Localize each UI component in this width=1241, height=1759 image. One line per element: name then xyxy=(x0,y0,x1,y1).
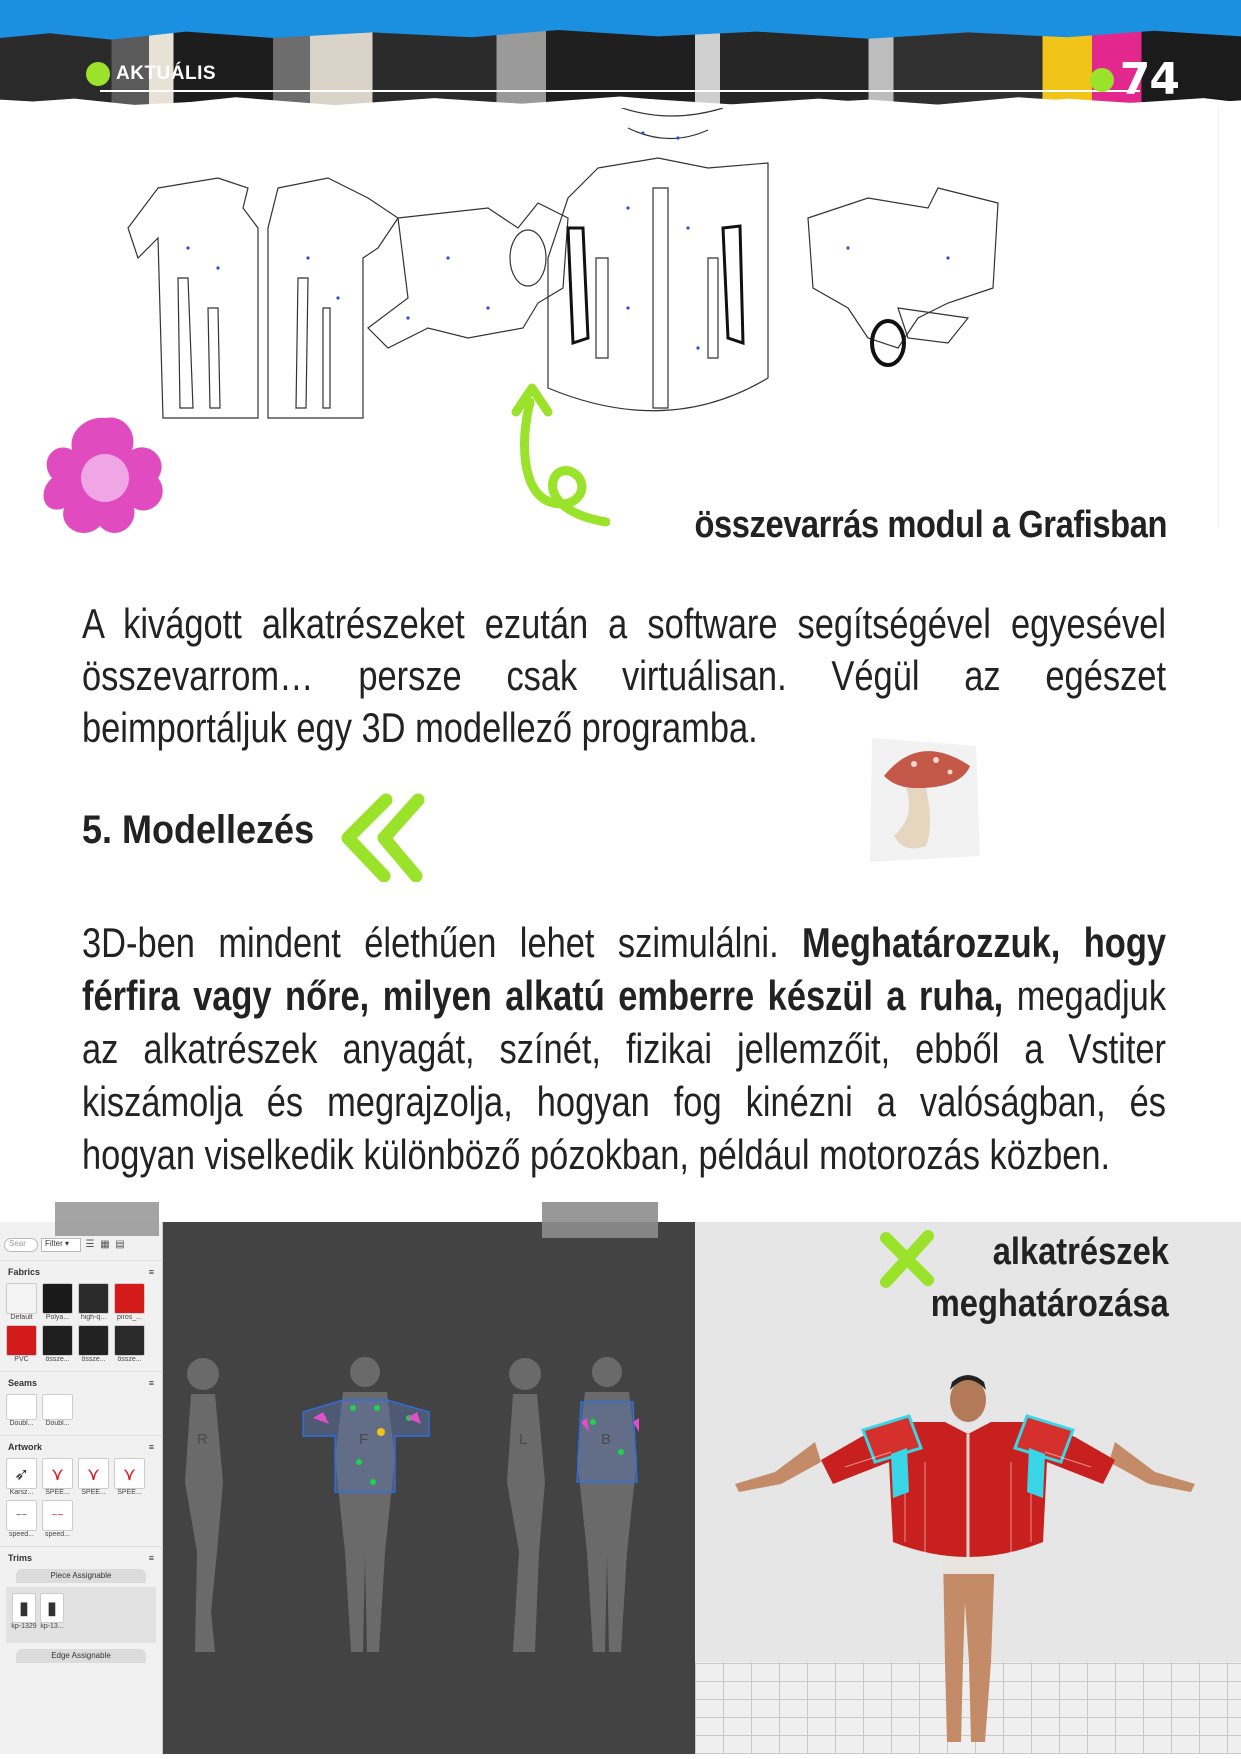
menu-icon[interactable]: ≡ xyxy=(148,1378,154,1388)
artwork-tile[interactable] xyxy=(42,1500,73,1538)
seam-label: Doubl... xyxy=(9,1420,34,1427)
fabric-label: Polya... xyxy=(45,1314,70,1321)
artwork-swatch: ~~ xyxy=(6,1500,37,1531)
artwork-title: Artwork xyxy=(8,1442,43,1452)
fabric-swatch xyxy=(114,1283,145,1314)
artwork-swatch: ➶ xyxy=(6,1458,37,1489)
fabrics-grid xyxy=(0,1279,162,1367)
pattern-piece xyxy=(178,278,193,408)
seams-section-header[interactable] xyxy=(0,1371,162,1390)
fabric-tile[interactable] xyxy=(78,1283,109,1321)
fabric-swatch xyxy=(6,1283,37,1314)
seam-swatch xyxy=(42,1394,73,1420)
fabric-swatch xyxy=(42,1325,73,1356)
page-number-block xyxy=(1090,54,1179,105)
header-rule xyxy=(100,90,1140,92)
artwork-swatch: ⋎ xyxy=(42,1458,73,1489)
figure1-caption: összevarrás modul a Grafisban xyxy=(694,504,1167,546)
2d-pattern-view[interactable] xyxy=(163,1222,695,1754)
fabric-tile[interactable] xyxy=(42,1325,73,1363)
seam-tile[interactable] xyxy=(6,1394,37,1427)
pattern-piece xyxy=(323,308,330,408)
fabric-label: Default xyxy=(10,1314,33,1321)
pattern-piece xyxy=(628,128,708,139)
zipper-icon: ▮ xyxy=(12,1593,36,1623)
menu-icon[interactable]: ≡ xyxy=(148,1553,154,1563)
pattern-piece xyxy=(708,258,718,358)
jacket-pattern-pieces xyxy=(68,108,1218,528)
pattern-piece xyxy=(510,230,546,286)
pattern-piece xyxy=(268,178,398,418)
section-label xyxy=(86,62,216,86)
body-paragraph-1: A kivágott alkatrészeket ezután a software segítségével egyesével összevarrom… persze csak virtuálisan. Végül az egészet beimportáljuk egy 3D modellező programba. xyxy=(82,600,1167,751)
mushroom-sticker-icon xyxy=(864,736,984,866)
filter-label: Filter xyxy=(45,1239,63,1248)
page-header xyxy=(0,0,1241,118)
curly-arrow-icon xyxy=(510,382,610,532)
trim-label: kp-13... xyxy=(40,1623,64,1630)
section-heading: 5. Modellezés xyxy=(82,808,315,852)
pattern-piece xyxy=(596,258,608,358)
edge-assignable-tab[interactable]: Edge Assignable xyxy=(16,1649,146,1663)
green-dot-icon xyxy=(1090,68,1114,92)
double-chevron-icon xyxy=(338,792,428,882)
fabric-swatch xyxy=(6,1325,37,1356)
artwork-tile[interactable] xyxy=(6,1458,37,1496)
seams-grid xyxy=(0,1390,162,1431)
fabric-swatch xyxy=(78,1283,109,1314)
artwork-tile[interactable] xyxy=(78,1458,109,1496)
fabric-label: össze... xyxy=(45,1356,70,1363)
seam-tile[interactable] xyxy=(42,1394,73,1427)
artwork-section-header[interactable] xyxy=(0,1435,162,1454)
green-dot-icon xyxy=(86,62,110,86)
pattern-piece xyxy=(898,308,968,343)
trim-label: kp-1329 xyxy=(11,1623,37,1630)
trims-section-header[interactable] xyxy=(0,1546,162,1565)
seam-swatch xyxy=(6,1394,37,1420)
artwork-swatch: ~~ xyxy=(42,1500,73,1531)
fabric-label: össze... xyxy=(117,1356,142,1363)
fabric-tile[interactable] xyxy=(6,1325,37,1363)
artwork-label: speed... xyxy=(45,1531,70,1538)
artwork-tile[interactable] xyxy=(42,1458,73,1496)
avatar-side-left xyxy=(507,1358,545,1652)
trims-grid xyxy=(6,1587,156,1643)
artwork-label: Karsz... xyxy=(9,1489,34,1496)
avatar-arm-right xyxy=(1109,1442,1195,1492)
figure2-caption-line1: alkatrészek xyxy=(992,1231,1169,1273)
paragraph2-text: 3D-ben mindent élethűen lehet szimulálni. xyxy=(82,919,803,966)
figure2-caption xyxy=(892,1226,1169,1330)
page-number: 74 xyxy=(1119,54,1179,105)
fabric-tile[interactable] xyxy=(6,1283,37,1321)
avatar-label-r: R xyxy=(197,1431,208,1448)
pattern-piece xyxy=(296,278,308,408)
avatar-label-f: F xyxy=(359,1431,369,1448)
pattern-piece xyxy=(653,188,668,408)
pattern-piece xyxy=(568,228,588,343)
body-paragraph-2 xyxy=(82,916,1166,1181)
grid-view-icon[interactable]: ▦ xyxy=(100,1239,110,1250)
seams-title: Seams xyxy=(8,1378,38,1388)
fabrics-title: Fabrics xyxy=(8,1267,41,1277)
fabric-label: high-q... xyxy=(80,1314,107,1321)
pattern-piece xyxy=(723,226,743,343)
fabric-label: piros_... xyxy=(117,1314,142,1321)
pattern-piece xyxy=(368,203,568,348)
tape-strip xyxy=(55,1202,159,1236)
artwork-label: speed... xyxy=(9,1531,34,1538)
artwork-tile[interactable] xyxy=(114,1458,145,1496)
fabric-tile[interactable] xyxy=(114,1283,145,1321)
trims-title: Trims xyxy=(8,1553,33,1563)
pattern-piece xyxy=(128,178,258,418)
fabric-swatch xyxy=(78,1325,109,1356)
sewing-pattern-figure xyxy=(68,108,1219,528)
list-view-icon[interactable]: ☰ xyxy=(85,1239,95,1250)
artwork-label: SPEE... xyxy=(45,1489,70,1496)
pattern-piece xyxy=(872,321,904,365)
fabric-swatch xyxy=(42,1283,73,1314)
fabric-tile[interactable] xyxy=(114,1325,145,1363)
avatar-side-right xyxy=(185,1358,223,1652)
pattern-piece xyxy=(598,108,723,116)
avatar-label-b: B xyxy=(601,1431,612,1448)
artwork-swatch: ⋎ xyxy=(114,1458,145,1489)
seam-label: Doubl... xyxy=(45,1420,70,1427)
filter-dropdown[interactable]: Filter ▾ xyxy=(41,1238,81,1252)
pattern-piece xyxy=(548,158,768,411)
artwork-label: SPEE... xyxy=(81,1489,106,1496)
detail-view-icon[interactable]: ▤ xyxy=(115,1239,125,1250)
avatar-label-l: L xyxy=(519,1431,528,1448)
avatar-legs xyxy=(943,1552,995,1742)
trim-tile[interactable] xyxy=(40,1593,64,1637)
menu-icon[interactable]: ≡ xyxy=(148,1267,154,1277)
avatar-arm-left xyxy=(735,1442,821,1492)
paragraph2-bold-text: Meghatározzuk, hogy férfira vagy nőre, milyen alkatú emberre készül a ruha, xyxy=(82,919,1167,1019)
avatar-back xyxy=(577,1357,637,1652)
menu-icon[interactable]: ≡ xyxy=(148,1442,154,1452)
pattern-piece xyxy=(208,308,220,408)
artwork-swatch: ⋎ xyxy=(78,1458,109,1489)
flower-sticker-icon xyxy=(40,412,170,542)
fabric-swatch xyxy=(114,1325,145,1356)
fabric-tile[interactable] xyxy=(42,1283,73,1321)
fabric-tile[interactable] xyxy=(78,1325,109,1363)
artwork-grid xyxy=(0,1454,162,1542)
artwork-tile[interactable] xyxy=(6,1500,37,1538)
library-search-input[interactable]: Sear xyxy=(4,1238,38,1252)
tape-strip xyxy=(542,1202,658,1238)
section-name: AKTUÁLIS xyxy=(116,63,217,84)
library-panel xyxy=(0,1222,163,1754)
piece-assignable-tab[interactable]: Piece Assignable xyxy=(16,1569,146,1583)
artwork-label: SPEE... xyxy=(117,1489,142,1496)
trim-tile[interactable] xyxy=(12,1593,36,1637)
figure2-caption-line2: meghatározása xyxy=(931,1283,1169,1325)
zipper-icon: ▮ xyxy=(40,1593,64,1623)
fabrics-section-header[interactable] xyxy=(0,1260,162,1279)
paragraph2-text-continued: megadjuk az alkatrészek anyagát, színét, fizikai jellemzőit, ebből a Vstiter kiszámolja és megrajzolja, hogyan fog kinézni a valóságban, és hogyan viselkedik különböző pózokban, például motorozás közben. xyxy=(82,972,1167,1178)
fabric-label: össze... xyxy=(81,1356,106,1363)
avatar-silhouettes xyxy=(163,1222,695,1754)
fabric-label: PVC xyxy=(14,1356,29,1363)
